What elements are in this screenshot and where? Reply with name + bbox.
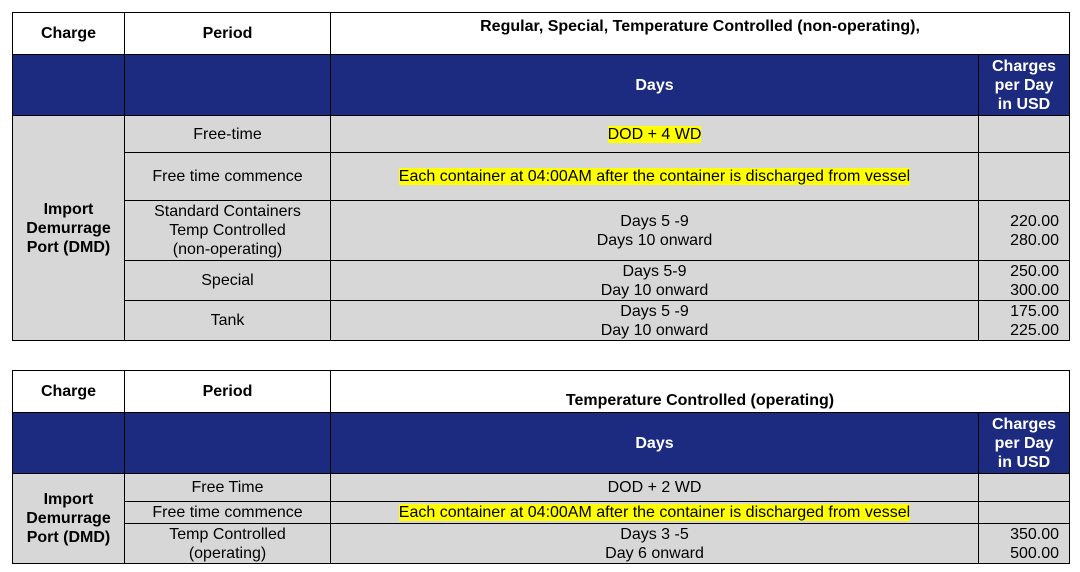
days-line: Days 5 -9 — [620, 212, 689, 230]
highlighted-text: Each container at 04:00AM after the container is discharged from vessel — [398, 504, 911, 521]
highlighted-text: Each container at 04:00AM after the container is discharged from vessel — [398, 168, 911, 185]
table-row — [13, 116, 1070, 153]
rate-value: 500.00 — [1010, 544, 1060, 562]
period-cell — [125, 524, 331, 564]
rate-cell — [979, 301, 1070, 341]
days-cell — [331, 201, 979, 261]
charge-label — [13, 116, 125, 341]
rate-value: 280.00 — [1010, 231, 1060, 249]
days-line: Day 6 onward — [605, 544, 704, 562]
rate-header-line: per Day — [994, 434, 1054, 452]
rate-cell — [979, 524, 1070, 564]
rate-cell — [979, 502, 1070, 524]
rate-cell — [979, 201, 1070, 261]
header-charge: Charge — [13, 13, 125, 55]
rate-value: 225.00 — [1010, 321, 1060, 339]
rate-value: 350.00 — [1010, 525, 1060, 543]
period-line: Temp Controlled — [169, 222, 286, 239]
days-cell — [331, 116, 979, 153]
table-row — [13, 474, 1070, 502]
charge-label-line: Import — [43, 491, 94, 508]
subheader-blank-charge — [13, 55, 125, 116]
period-cell: Free time commence — [125, 153, 331, 201]
charge-label-line: Demurrage — [26, 510, 111, 527]
days-line: Day 10 onward — [600, 281, 709, 299]
period-cell: Special — [125, 261, 331, 301]
days-cell — [331, 301, 979, 341]
table-row — [13, 261, 1070, 301]
header-charge: Charge — [13, 371, 125, 413]
rate-cell — [979, 153, 1070, 201]
charge-label-line: Port (DMD) — [26, 238, 111, 256]
rate-value: 300.00 — [1010, 281, 1060, 299]
highlighted-text: DOD + 4 WD — [607, 125, 702, 143]
rate-cell — [979, 474, 1070, 502]
period-cell: Free Time — [125, 474, 331, 502]
table-row — [13, 502, 1070, 524]
charge-label-line: Import — [43, 200, 94, 218]
days-line: Days 5 -9 — [620, 302, 689, 320]
header-period: Period — [125, 13, 331, 55]
rate-value: 175.00 — [1010, 302, 1060, 320]
period-cell: Free time commence — [125, 502, 331, 524]
subheader-rate — [979, 55, 1070, 116]
period-line: (operating) — [188, 544, 267, 562]
table-row — [13, 153, 1070, 201]
rate-cell — [979, 116, 1070, 153]
header-period: Period — [125, 371, 331, 413]
subheader-rate — [979, 413, 1070, 474]
rate-header-line: in USD — [997, 95, 1051, 113]
period-line: Standard Containers — [154, 203, 301, 220]
table-row — [13, 524, 1070, 564]
rate-cell — [979, 261, 1070, 301]
rate-header-line: in USD — [997, 453, 1051, 471]
rate-header-line: per Day — [994, 76, 1054, 94]
subheader-blank-period — [125, 413, 331, 474]
rate-value: 250.00 — [1010, 262, 1060, 280]
days-cell — [331, 502, 979, 524]
days-line: Days 5-9 — [622, 262, 687, 280]
rate-value: 220.00 — [1010, 212, 1060, 230]
demurrage-table-non-operating — [12, 12, 1070, 341]
charge-label-line: Demurrage — [26, 219, 111, 237]
header-category: Regular, Special, Temperature Controlled (non-operating), — [331, 13, 1070, 55]
period-cell — [125, 201, 331, 261]
rate-header-line: Charges — [991, 57, 1057, 75]
subheader-blank-charge — [13, 413, 125, 474]
subheader-days: Days — [331, 413, 979, 474]
demurrage-table-operating — [12, 370, 1070, 564]
days-cell — [331, 153, 979, 201]
subheader-blank-period — [125, 55, 331, 116]
rate-header-line: Charges — [991, 415, 1057, 433]
days-cell — [331, 524, 979, 564]
table-row — [13, 301, 1070, 341]
charge-label — [13, 474, 125, 564]
period-cell: Free-time — [125, 116, 331, 153]
period-line: (non-operating) — [172, 241, 283, 258]
days-line: Days 3 -5 — [620, 525, 689, 543]
charge-label-line: Port (DMD) — [26, 529, 111, 546]
period-cell: Tank — [125, 301, 331, 341]
header-category: Temperature Controlled (operating) — [331, 371, 1070, 413]
days-line: Day 10 onward — [600, 321, 709, 339]
table-row — [13, 201, 1070, 261]
days-line: Days 10 onward — [596, 231, 713, 249]
subheader-days: Days — [331, 55, 979, 116]
period-line: Temp Controlled — [169, 525, 286, 543]
days-cell — [331, 261, 979, 301]
days-cell: DOD + 2 WD — [331, 474, 979, 502]
